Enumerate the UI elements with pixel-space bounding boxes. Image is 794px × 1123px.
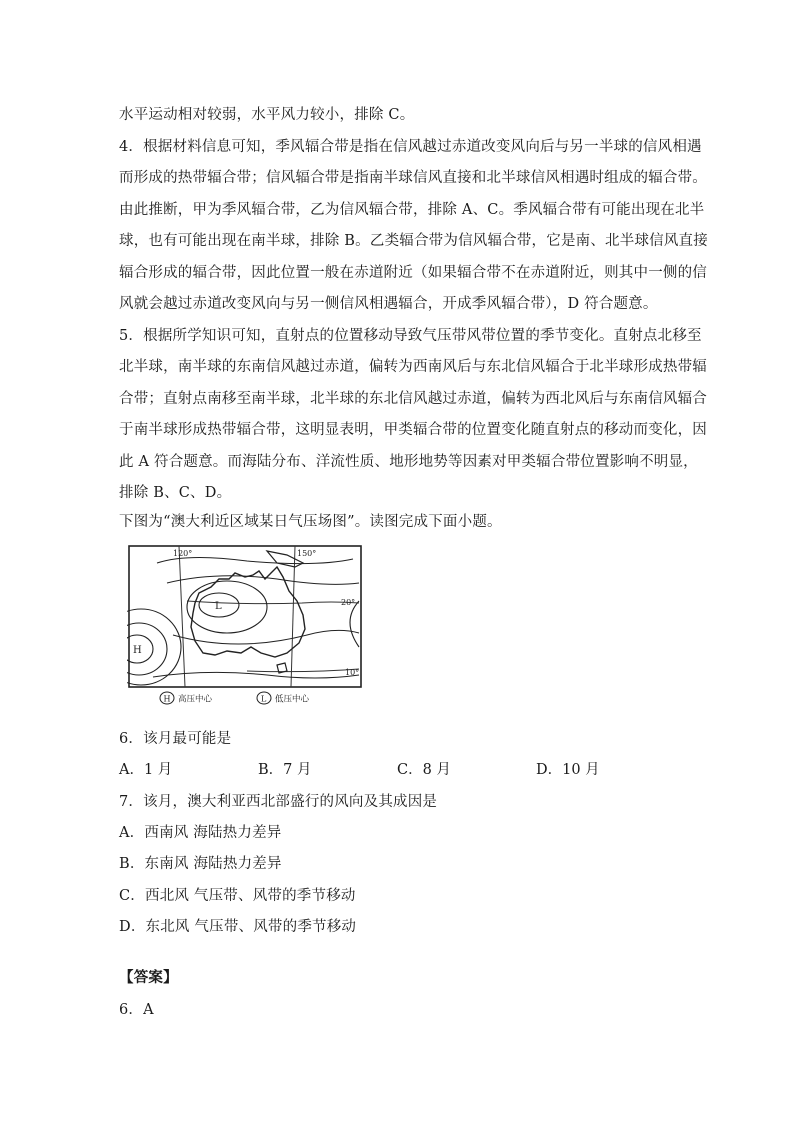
- q7-option-d: D．东北风 气压带、风带的季节移动: [119, 919, 357, 935]
- paragraph-line: 辐合形成的辐合带，因此位置一般在赤道附近（如果辐合带不在赤道附近，则其中一侧的信: [119, 265, 707, 281]
- legend-high-letter: H: [163, 694, 171, 704]
- pressure-map-figure: [127, 543, 363, 711]
- paragraph-line: 合带；直射点南移至南半球，北半球的东北信风越过赤道，偏转为西北风后与东南信风辐合: [119, 391, 707, 407]
- q6-option-b: B．7 月: [258, 762, 312, 778]
- label-lat-20: 20°: [341, 598, 356, 607]
- answer-item: 6．A: [119, 1002, 154, 1018]
- map-frame: [129, 546, 361, 687]
- label-lon-120: 120°: [173, 549, 193, 558]
- paragraph-line: 排除 B、C、D。: [119, 485, 232, 501]
- q7-option-b: B．东南风 海陆热力差异: [119, 856, 282, 872]
- paragraph-line: 北半球，南半球的东南信风越过赤道，偏转为西南风后与东北信风辐合于北半球形成热带辐: [119, 359, 707, 375]
- question-7-stem: 7．该月，澳大利亚西北部盛行的风向及其成因是: [119, 794, 438, 810]
- map-legend: [160, 692, 310, 705]
- paragraph-line: 风就会越过赤道改变风向与另一侧信风相遇辐合，开成季风辐合带），D 符合题意。: [119, 296, 658, 312]
- paragraph-line: 于南半球形成热带辐合带，这明显表明，甲类辐合带的位置变化随直射点的移动而变化，因: [119, 422, 707, 438]
- paragraph-line: 球，也有可能出现在南半球，排除 B。乙类辐合带为信风辐合带，它是南、北半球信风直接: [119, 233, 708, 249]
- legend-high-label: 高压中心: [178, 694, 213, 705]
- label-lon-150: 150°: [297, 549, 317, 558]
- low-center-label: L: [215, 601, 222, 612]
- q6-option-a: A．1 月: [119, 762, 173, 778]
- legend-low-label: 低压中心: [275, 694, 310, 705]
- paragraph-line: 水平运动相对较弱，水平风力较小，排除 C。: [119, 107, 415, 123]
- paragraph-line: 由此推断，甲为季风辐合带，乙为信风辐合带，排除 A、C。季风辐合带有可能出现在北半: [119, 202, 705, 218]
- high-center-label: H: [133, 645, 142, 656]
- paragraph-line: 4．根据材料信息可知，季风辐合带是指在信风越过赤道改变风向后与另一半球的信风相遇: [119, 139, 702, 155]
- legend-low-letter: L: [261, 694, 267, 704]
- question-6-stem: 6．该月最可能是: [119, 731, 232, 747]
- pressure-map: [127, 543, 363, 711]
- q7-option-c: C．西北风 气压带、风带的季节移动: [119, 888, 356, 904]
- q6-option-c: C．8 月: [397, 762, 451, 778]
- paragraph-line: 而形成的热带辐合带；信风辐合带是指南半球信风直接和北半球信风相遇时组成的辐合带。: [119, 170, 707, 186]
- figure-intro: 下图为“澳大利近区域某日气压场图”。读图完成下面小题。: [119, 514, 502, 530]
- paragraph-line: 5．根据所学知识可知，直射点的位置移动导致气压带风带位置的季节变化。直射点北移至: [119, 328, 702, 344]
- q7-option-a: A．西南风 海陆热力差异: [119, 825, 282, 841]
- answer-heading: 【答案】: [119, 969, 178, 986]
- paragraph-line: 此 A 符合题意。而海陆分布、洋流性质、地形地势等因素对甲类辐合带位置影响不明显，: [119, 454, 698, 470]
- q6-option-d: D．10 月: [536, 762, 600, 778]
- label-lat-10: 10°: [345, 668, 360, 677]
